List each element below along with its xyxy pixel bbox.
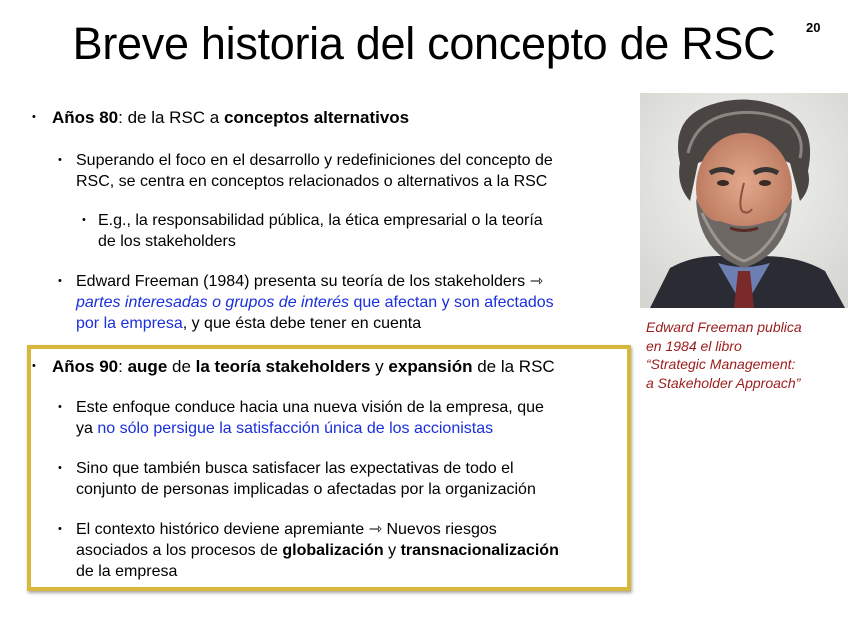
subbullet-contexto-line2 (76, 540, 559, 561)
bullet-anos-80 (32, 107, 410, 128)
bullet-dot-icon: • (58, 523, 62, 535)
subbullet-sino-line2: conjunto de personas implicadas o afectadas por la organización (76, 481, 536, 498)
bullet-anos-90-tail: de la RSC (472, 357, 555, 376)
bullet-anos-90-teoria: la teoría stakeholders (195, 357, 371, 376)
subsubbullet-eg-line1: E.g., la responsabilidad pública, la ética empresarial o la teoría (98, 212, 543, 229)
bullet-anos-90-label: Años 90 (52, 357, 119, 376)
page-number: 20 (806, 20, 821, 35)
bullet-dot-icon: • (58, 275, 62, 287)
bullet-anos-90-auge: auge (127, 357, 168, 376)
bullet-dot-icon: • (32, 111, 36, 123)
bullet-dot-icon: • (58, 154, 62, 166)
portrait-illustration (640, 93, 848, 308)
subsubbullet-eg (82, 210, 543, 252)
caption-line3: “Strategic Management: (646, 356, 796, 372)
subbullet-superando-line1: Superando el foco en el desarrollo y redefiniciones del concepto de (76, 152, 553, 169)
bullet-anos-90-y: y (370, 357, 389, 376)
bullet-anos-80-label: Años 80 (52, 108, 119, 127)
caption-line4: a Stakeholder Approach” (646, 374, 801, 391)
caption-line2: en 1984 el libro (646, 337, 742, 354)
subbullet-freeman-line1: Edward Freeman (1984) presenta su teoría de los stakeholders ⇾ (76, 273, 543, 290)
bullet-dot-icon: • (58, 462, 62, 474)
freeman-tail-text: , y que ésta debe tener en cuenta (182, 315, 422, 332)
photo-caption (646, 318, 846, 392)
bullet-dot-icon: • (82, 214, 86, 226)
subbullet-sino (58, 458, 536, 500)
contexto-y: y (383, 542, 401, 559)
subsubbullet-eg-line2: de los stakeholders (98, 233, 236, 250)
subbullet-freeman-line2 (76, 292, 554, 313)
freeman-blue-text-2: por la empresa (76, 315, 183, 332)
contexto-globalizacion: globalización (282, 542, 384, 559)
subbullet-enfoque-line1: Este enfoque conduce hacia una nueva visión de la empresa, que (76, 399, 544, 416)
bullet-anos-80-emph: conceptos alternativos (223, 108, 410, 127)
subbullet-freeman (58, 271, 554, 334)
freeman-blue-text: que afectan y son afectados (349, 294, 554, 311)
subbullet-enfoque-line2 (76, 418, 544, 439)
subbullet-contexto-line1: El contexto histórico deviene apremiante ⇾ Nuevos riesgos (76, 521, 497, 538)
subbullet-superando (58, 150, 553, 192)
enfoque-blue-text: no sólo persigue la satisfacción única de los accionistas (97, 420, 494, 437)
bullet-anos-90-sep: : (118, 357, 128, 376)
subbullet-sino-line1: Sino que también busca satisfacer las expectativas de todo el (76, 460, 514, 477)
contexto-transnacionalizacion: transnacionalización (400, 542, 559, 559)
subbullet-contexto-line3: de la empresa (76, 563, 178, 580)
bullet-anos-80-text: : de la RSC a (118, 108, 224, 127)
contexto-text: asociados a los procesos de (76, 542, 283, 559)
caption-line1: Edward Freeman publica (646, 319, 802, 335)
enfoque-ya: ya (76, 420, 98, 437)
edward-freeman-photo (640, 93, 848, 308)
bullet-dot-icon: • (58, 401, 62, 413)
subbullet-enfoque (58, 397, 544, 439)
subbullet-superando-line2: RSC, se centra en conceptos relacionados o alternativos a la RSC (76, 173, 548, 190)
bullet-anos-90 (32, 356, 555, 377)
bullet-anos-90-expansion: expansión (388, 357, 473, 376)
subbullet-freeman-line3 (76, 313, 554, 334)
slide-title: Breve historia del concepto de RSC (72, 18, 776, 69)
bullet-anos-90-de: de (167, 357, 196, 376)
freeman-italic-term: partes interesadas o grupos de interés (76, 294, 350, 311)
subbullet-contexto (58, 519, 559, 582)
bullet-dot-icon: • (32, 360, 36, 372)
